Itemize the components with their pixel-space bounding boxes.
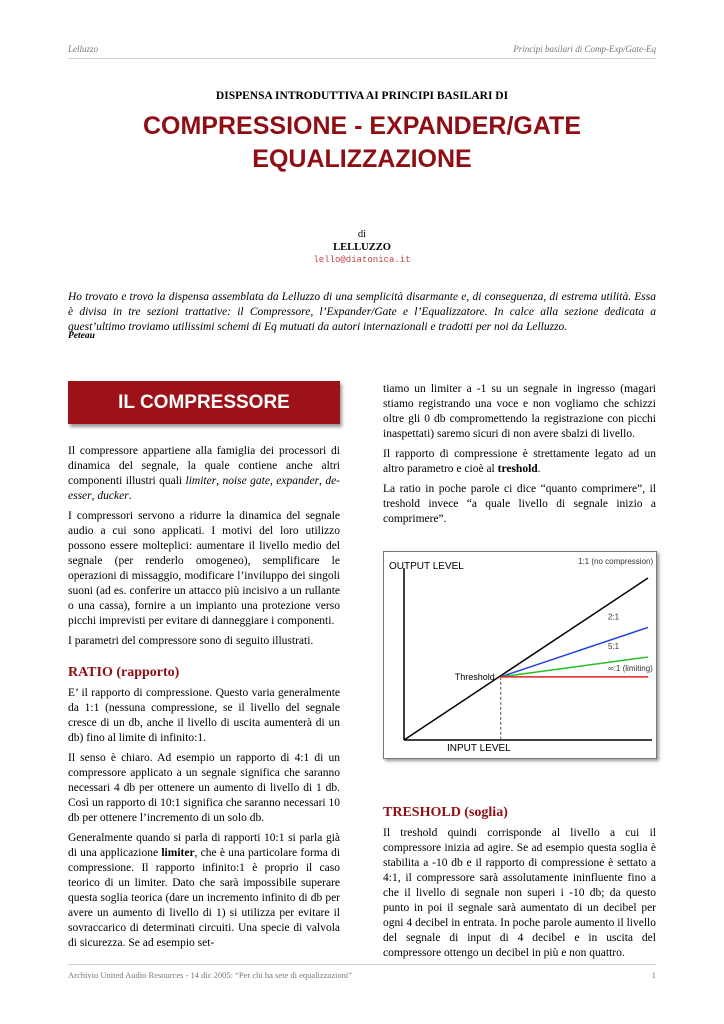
- paragraph: E’ il rapporto di compressione. Questo varia generalmente da 1:1 (nessuna compressione, se il livello del segnale cresce di un db, anche il livello di uscita aumenterà di un db) fino al limite di infinito:1.: [68, 687, 340, 744]
- byline: [0, 228, 724, 267]
- footer-text: Archivio United Audio Resources - 14 dic 2005: “Per chi ha sete di equalizzazioni”: [68, 970, 352, 980]
- paragraph: tiamo un limiter a -1 su un segnale in ingresso (magari stiamo registrando una voce e non vogliamo che schizzi oltre gli 0 db compromettendo la registrazione con picchi inaspettati) saremo sicuri di non avere sbalzi di livello.: [383, 383, 656, 440]
- series-label-4: ∞:1 (limiting): [608, 663, 653, 673]
- chart-xlabel: INPUT LEVEL: [447, 743, 511, 754]
- text: ,: [269, 475, 277, 487]
- text: .: [128, 490, 132, 502]
- paragraph: I compressori servono a ridurre la dinamica del segnale audio a cui sono applicati. I motivi del loro utilizzo possono essere molteplici: aumentare il livello medio del segnale (per renderlo omogeneo), semplificare le operazioni di missaggio, modificare l’inviluppo dei singoli suoni (ad es. conferire un attacco più incisivo a un rullante o una cassa), fornire a un impianto una protezione verso picchi imprevisti per evitare di danneggiare i componenti.: [68, 510, 340, 627]
- paragraph: Il senso è chiaro. Ad esempio un rapporto di 4:1 di un compressore applicato a un segnale significa che saranno necessari 4 db per ottenere un aumento di livello di 1 db. Così un rapporto di 10:1 significa che saranno necessari 10 db per ottenere l’incremento di un solo db.: [68, 752, 340, 824]
- term-de-esser: de-esser: [68, 475, 341, 502]
- text: ,: [319, 475, 326, 487]
- right-column-bottom: [383, 805, 656, 966]
- page-number: 1: [651, 970, 656, 980]
- left-column: [68, 444, 340, 956]
- header-author: Lelluzzo: [68, 44, 99, 54]
- document-subtitle: DISPENSA INTRODUTTIVA AI PRINCIPI BASILARI DI: [215, 90, 509, 102]
- text: Generalmente quando si parla di rapporti 10:1 si parla già di una applicazione: [68, 832, 340, 859]
- term-expander: expander: [276, 475, 320, 487]
- threshold-label: Threshold: [454, 671, 495, 682]
- text: ,: [216, 475, 223, 487]
- heading-treshold: TRESHOLD (soglia): [383, 805, 508, 820]
- term-treshold: treshold: [497, 463, 538, 475]
- text: ,: [91, 490, 98, 502]
- series-label-2: 2:1: [608, 612, 620, 622]
- title-line-2: EQUALIZZAZIONE: [252, 145, 472, 173]
- series-label-3: 5:1: [608, 642, 620, 652]
- chart-svg: [384, 552, 656, 758]
- paragraph: [68, 831, 340, 951]
- paragraph: Il treshold quindi corrisponde al livello a cui il compressore inizia ad agire. Se ad esempio questa soglia è stabilita a -10 db e il rapporto di compressione è settato a 4:1, il compressore sarà assolutamente ininfluente fino a che il livello di segnale non superi i -10 db; da questo punto in poi il segnale sarà aumentato di un decibel per ogni 4 decibel in entrata. In poche parole aumento il livello del segnale di input di 4 decibel e in uscita del compressore ottengo un decibel in più e non quattro.: [383, 827, 656, 959]
- text: .: [537, 463, 541, 475]
- text: Il compressore appartiene alla famiglia dei processori di dinamica del segnale, la quale contiene anche altri componenti illustri quali: [68, 445, 340, 487]
- chart-ylabel: OUTPUT LEVEL: [389, 561, 464, 572]
- series-label-1: 1:1 (no compression): [578, 557, 654, 566]
- heading-ratio: RATIO (rapporto): [68, 665, 180, 680]
- author-name: LELLUZZO: [333, 242, 391, 253]
- section-banner: IL COMPRESSORE: [68, 381, 340, 424]
- term-noise-gate: noise gate: [222, 475, 270, 487]
- header-divider: [68, 58, 656, 59]
- intro-signature: Peteau: [68, 331, 95, 341]
- text: , che è una particolare forma di compressione. Il rapporto infinito:1 è proprio il caso teorico di un limiter. Dato che sarà impossibile superare questa soglia teorica (dare un incremento infinito di db per avere un aumento di livello di 1) si utilizza per evitare il sovraccarico di determinati circuiti. Una specie di valvola di sicurezza. Se ad esempio set-: [68, 847, 341, 949]
- title-line-1: COMPRESSIONE - EXPANDER/GATE: [142, 112, 581, 140]
- right-column-top: [383, 382, 656, 532]
- paragraph: [68, 444, 340, 504]
- compression-chart: [383, 551, 657, 759]
- footer-divider: [68, 964, 656, 965]
- series-line-1: [404, 578, 648, 740]
- intro-paragraph: Ho trovato e trovo la dispensa assemblata da Lelluzzo di una semplicità disarmante e, di conseguenza, di estrema utilità. Essa è divisa in tre sezioni trattative: il Compressore, l’Expander/Gate e l’Equalizzatore. In calce alla sezione dedicata a quest’ultimo troviamo utilissimi schemi di Eq mutuati da autori internazionali e tradotti per noi da Lelluzzo.: [68, 291, 656, 333]
- byline-di: di: [357, 229, 367, 240]
- text: Il rapporto di compressione è strettamente legato ad un altro parametro e cioè al: [383, 448, 656, 475]
- paragraph: La ratio in poche parole ci dice “quanto comprimere”, il treshold invece “a quale livello di segnale inizio a comprimere”.: [383, 483, 656, 525]
- paragraph: I parametri del compressore sono di seguito illustrati.: [68, 635, 314, 647]
- author-email[interactable]: lello@diatonica.it: [313, 255, 411, 265]
- paragraph: [383, 447, 656, 477]
- term-ducker: ducker: [97, 490, 129, 502]
- term-limiter-bold: limiter: [161, 847, 195, 859]
- header-doc-title: Principi basilari di Comp-Exp/Gate-Eq: [513, 44, 656, 54]
- term-limiter: limiter: [185, 475, 217, 487]
- document-title: [0, 110, 724, 176]
